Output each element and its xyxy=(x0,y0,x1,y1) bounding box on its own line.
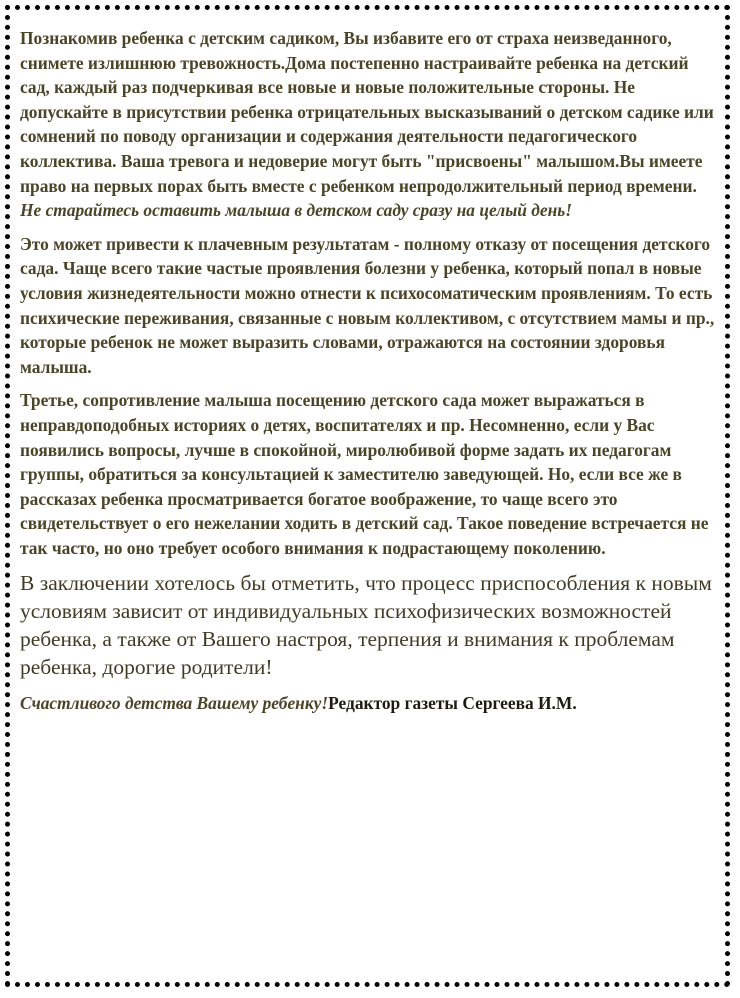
paragraph-1-text: Познакомив ребенка с детским садиком, Вы избавите его от страха неизведанного, снимете излишнюю тревожность.Дома постепенно настраивайте ребенка на детский сад, каждый раз подчеркивая все новые и новые положительные стороны. Не допускайте в присутствии ребенка отрицательных высказываний о детском садике или сомнений по поводу организации и содержания деятельности педагогического коллектива. Ваша тревога и недоверие могут быть "присвоены" малышом.Вы имеете право на первых порах быть вместе с ребенком непродолжительный период времени. xyxy=(20,28,714,196)
paragraph-1-emphasis: Не старайтесь оставить малыша в детском саду сразу на целый день! xyxy=(20,200,573,221)
paragraph-4-conclusion: В заключении хотелось бы отметить, что процесс приспособления к новым условиям зависит от индивидуальных психофизических возможностей ребенка, а также от Вашего настроя, терпения и внимания к проблемам ребенка, дорогие родители! xyxy=(20,571,712,680)
closing-wish: Счастливого детства Вашему ребенку! xyxy=(20,693,329,714)
paragraph-3: Третье, сопротивление малыша посещению детского сада может выражаться в неправдоподобных историях о детях, воспитателях и пр. Несомненно, если у Вас появились вопросы, лучше в спокойной, миролюбивой форме задать их педагогам группы, обратиться за консультацией к заместителю заведующей. Но, если все же в рассказах ребенка просматривается богатое воображение, то чаще всего это свидетельствует о его нежелании ходить в детский сад. Такое поведение встречается не так часто, но оно требует особого внимания к подрастающему поколению. xyxy=(20,390,709,558)
paragraph-2: Это может привести к плачевным результатам - полному отказу от посещения детского сада. Чаще всего такие частые проявления болезни у ребенка, который попал в новые условия жизнедеятельности можно отнести к психосоматическим проявлениям. То есть психические переживания, связанные с новым коллективом, с отсутствием мамы и пр., которые ребенок не может выразить словами, отражаются на состоянии здоровья малыша. xyxy=(20,233,715,377)
editor-signature: Редактор газеты Сергеева И.М. xyxy=(328,693,577,714)
paragraph-1 xyxy=(20,26,720,223)
article-body xyxy=(20,26,720,715)
closing-line xyxy=(20,691,720,715)
